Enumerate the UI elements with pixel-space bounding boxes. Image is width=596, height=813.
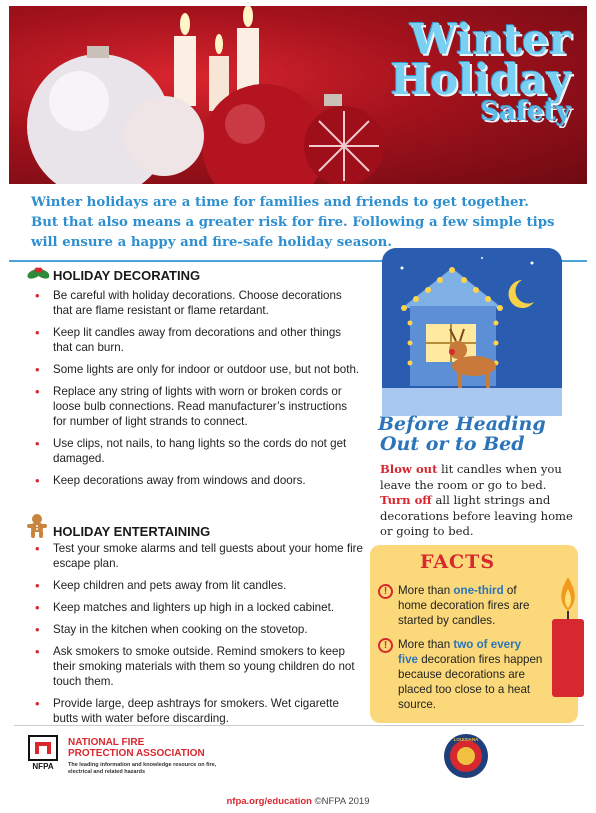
hero-banner — [9, 6, 587, 184]
intro-paragraph: Winter holidays are a time for families and friends to get together. But that also means a greater risk for fire. Following a few simple tips will ensure a happy and fire-safe holiday season. — [31, 195, 555, 250]
list-item: • Some lights are only for indoor or outdoor use, but not both. — [33, 362, 363, 377]
fact-2 — [378, 637, 543, 712]
fact-1 — [378, 583, 543, 628]
before-bed-title-line-2: Out or to Bed — [380, 433, 525, 455]
org-name-line-1: NATIONAL FIRE — [68, 737, 145, 748]
fact-2-pre: More than — [398, 638, 454, 651]
fact-2-post: decoration fires happen because decorations are placed too close to a heat source. — [398, 653, 543, 711]
house-reindeer-illustration — [382, 248, 562, 416]
list-item: • Test your smoke alarms and tell guests about your home fire escape plan. — [33, 541, 363, 571]
facts-title: FACTS — [419, 551, 496, 573]
nfpa-logo-label: NFPA — [32, 762, 54, 771]
org-name-line-2: PROTECTION ASSOCIATION — [68, 748, 205, 759]
louisiana-seal — [443, 733, 489, 779]
list-item: • Provide large, deep ashtrays for smokers. Wet cigarette butts with water before discarding. — [33, 696, 363, 726]
gingerbread-icon — [27, 514, 47, 538]
page-title — [390, 15, 571, 127]
copyright: ©NFPA 2019 — [311, 796, 370, 807]
nfpa-url[interactable]: nfpa.org/education — [226, 796, 312, 807]
before-bed-title-line-1: Before Heading — [378, 413, 546, 435]
title-line-2: Holiday — [390, 54, 571, 104]
section-heading-decorating: HOLIDAY DECORATING — [53, 268, 201, 283]
exclamation-icon: ! — [378, 638, 393, 653]
list-item: • Keep matches and lighters up high in a locked cabinet. — [33, 600, 363, 615]
exclamation-icon: ! — [378, 584, 393, 599]
blow-out-strong: Blow out — [380, 462, 438, 476]
entertaining-tips-list — [33, 541, 363, 733]
holly-icon — [27, 264, 49, 282]
before-bed-text — [380, 462, 580, 540]
turn-off-rest: all light strings and decorations before leaving home or going to bed. — [380, 493, 573, 538]
section-heading-entertaining: HOLIDAY ENTERTAINING — [53, 524, 211, 539]
list-item: • Stay in the kitchen when cooking on the stovetop. — [33, 622, 363, 637]
fact-1-post: of home decoration fires are started by candles. — [398, 584, 530, 627]
org-name — [68, 737, 205, 759]
title-line-1: Winter — [409, 15, 571, 64]
fact-2-strong: two of every five — [398, 638, 522, 666]
turn-off-strong: Turn off — [380, 493, 432, 507]
list-item: • Use clips, not nails, to hang lights so the cords do not get damaged. — [33, 436, 363, 466]
seal-text: LOUISIANA — [453, 737, 479, 742]
list-item: • Be careful with holiday decorations. Choose decorations that are flame resistant or flame retardant. — [33, 288, 363, 318]
candle-icon — [548, 575, 588, 697]
list-item: • Keep decorations away from windows and doors. — [33, 473, 363, 488]
fact-1-strong: one-third — [453, 584, 504, 597]
before-bed-title — [378, 414, 558, 454]
footer-credit — [0, 796, 596, 807]
decorating-tips-list — [33, 288, 363, 495]
facts-box — [370, 545, 578, 723]
list-item: • Keep lit candles away from decorations and other things that can burn. — [33, 325, 363, 355]
fact-1-pre: More than — [398, 584, 454, 597]
list-item: • Ask smokers to smoke outside. Remind smokers to keep their smoking materials with them so young children do not touch them. — [33, 644, 363, 689]
org-tagline: The leading information and knowledge resource on fire, electrical and related hazards — [68, 762, 217, 775]
list-item: • Keep children and pets away from lit candles. — [33, 578, 363, 593]
nfpa-logo — [27, 734, 59, 772]
blow-out-rest: lit candles when you leave the room or go to bed. — [380, 462, 562, 492]
footer-divider — [14, 725, 584, 726]
list-item: • Replace any string of lights with worn or broken cords or loose bulb connections. Read manufacturer’s instructions for number of light strands to connect. — [33, 384, 363, 429]
title-line-3: Safety — [480, 96, 571, 127]
